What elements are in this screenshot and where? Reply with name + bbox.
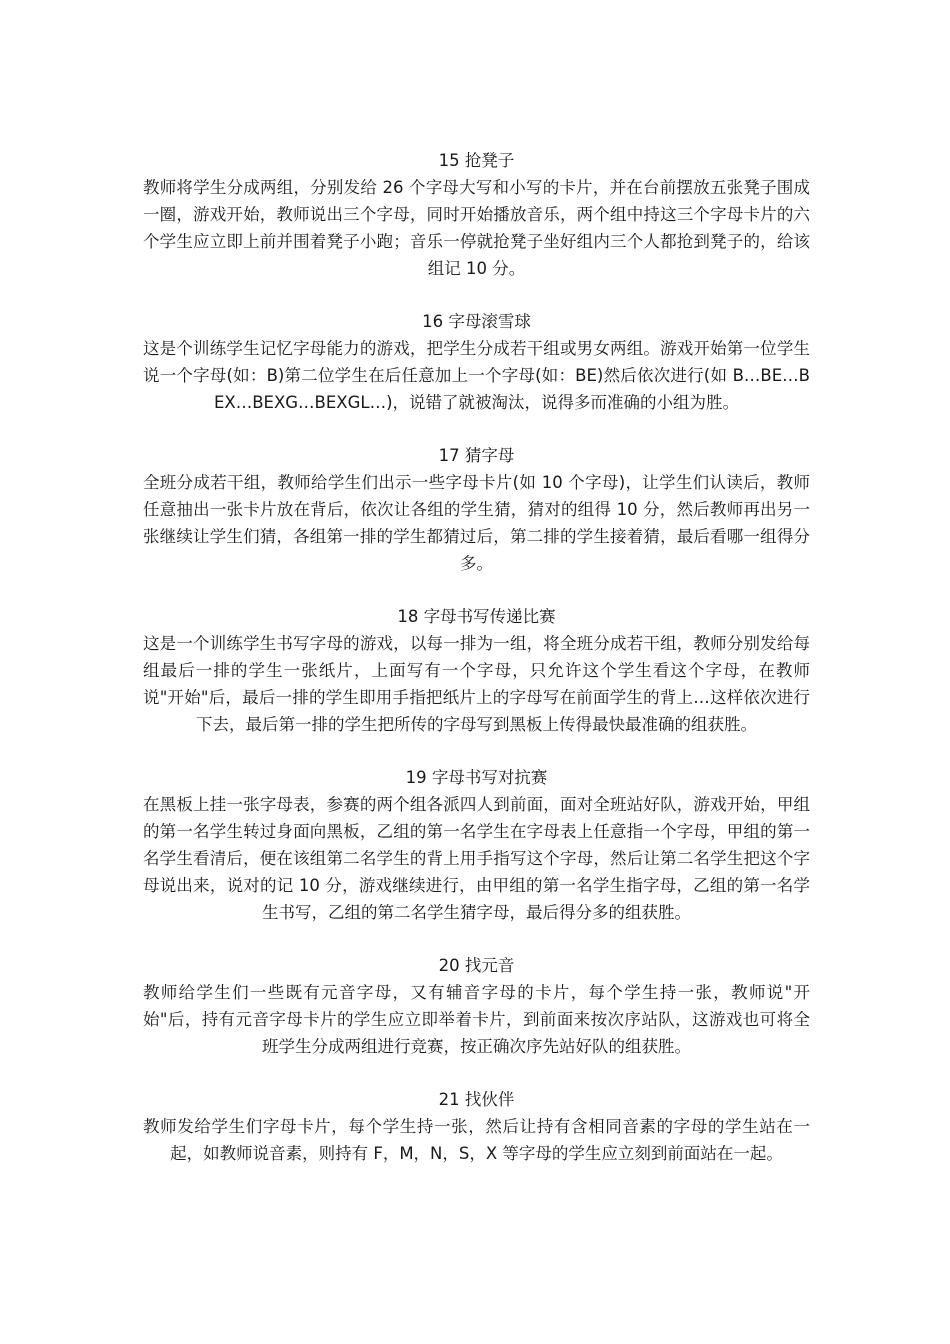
section-body: 教师给学生们一些既有元音字母，又有辅音字母的卡片，每个学生持一张，教师说"开始"后，持有元音字母卡片的学生应立即举着卡片，到前面来按次序站队，这游戏也可将全班学生分成两组进行竞赛，按正确次序先站好队的组获胜。 xyxy=(143,983,810,1056)
section-title: 15 抢凳子 xyxy=(438,151,515,170)
section-title: 16 字母滚雪球 xyxy=(422,312,531,331)
section-title: 18 字母书写传递比赛 xyxy=(397,607,556,626)
section-19 xyxy=(143,765,810,926)
section-15 xyxy=(143,148,810,282)
document-page xyxy=(143,148,810,1194)
section-body: 教师将学生分成两组，分别发给 26 个字母大写和小写的卡片，并在台前摆放五张凳子围成一圈，游戏开始，教师说出三个字母，同时开始播放音乐，两个组中持这三个字母卡片的六个学生应立即上前并围着凳子小跑；音乐一停就抢凳子坐好组内三个人都抢到凳子的，给该组记 10 分。 xyxy=(143,178,810,278)
section-17 xyxy=(143,443,810,577)
section-body: 这是一个训练学生书写字母的游戏，以每一排为一组，将全班分成若干组，教师分别发给每组最后一排的学生一张纸片，上面写有一个字母，只允许这个学生看这个字母，在教师说"开始"后，最后一排的学生即用手指把纸片上的字母写在前面学生的背上…这样依次进行下去，最后第一排的学生把所传的字母写到黑板上传得最快最准确的组获胜。 xyxy=(143,634,810,734)
section-21 xyxy=(143,1087,810,1167)
section-title: 19 字母书写对抗赛 xyxy=(405,768,548,787)
section-body: 教师发给学生们字母卡片，每个学生持一张，然后让持有含相同音素的字母的学生站在一起，如教师说音素，则持有 F，M，N，S，X 等字母的学生应立刻到前面站在一起。 xyxy=(143,1117,810,1163)
section-body: 在黑板上挂一张字母表，参赛的两个组各派四人到前面，面对全班站好队，游戏开始，甲组的第一名学生转过身面向黑板，乙组的第一名学生在字母表上任意指一个字母，甲组的第一名学生看清后，便在该组第二名学生的背上用手指写这个字母，然后让第二名学生把这个字母说出来，说对的记 10 分，游戏继续进行，由甲组的第一名学生指字母，乙组的第一名学生书写，乙组的第二名学生猜字母，最后得分多的组获胜。 xyxy=(143,795,810,922)
section-16 xyxy=(143,309,810,416)
section-18 xyxy=(143,604,810,738)
section-body: 这是个训练学生记忆字母能力的游戏，把学生分成若干组或男女两组。游戏开始第一位学生说一个字母(如：B)第二位学生在后任意加上一个字母(如：BE)然后依次进行(如 B…BE…BEX…BEXG…BEXGL…)，说错了就被淘汰，说得多而准确的小组为胜。 xyxy=(143,339,810,412)
section-title: 21 找伙伴 xyxy=(438,1090,515,1109)
section-20 xyxy=(143,953,810,1060)
section-body: 全班分成若干组，教师给学生们出示一些字母卡片(如 10 个字母)，让学生们认读后，教师任意抽出一张卡片放在背后，依次让各组的学生猜，猜对的组得 10 分，然后教师再出另一张继续让学生们猜，各组第一排的学生都猜过后，第二排的学生接着猜，最后看哪一组得分多。 xyxy=(143,473,810,573)
section-title: 20 找元音 xyxy=(438,956,515,975)
section-title: 17 猜字母 xyxy=(438,446,515,465)
